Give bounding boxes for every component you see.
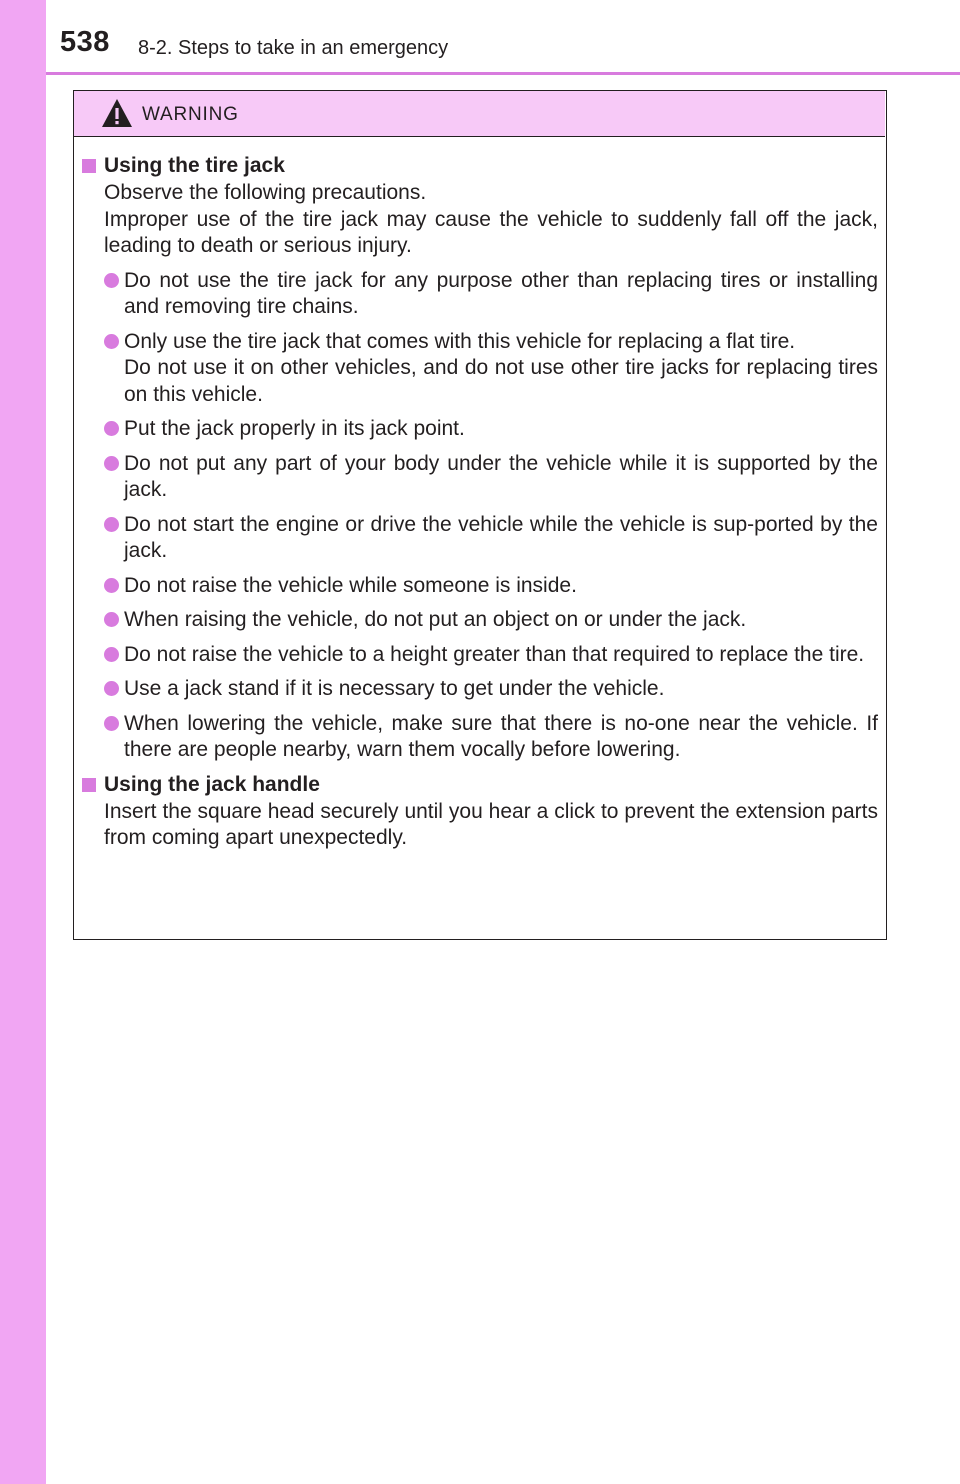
bullet-dot-icon bbox=[104, 578, 119, 593]
list-item: When lowering the vehicle, make sure that there is no-one near the vehicle. If there are people nearby, warn them vocally before lowering. bbox=[82, 711, 878, 764]
warning-triangle-icon bbox=[100, 97, 134, 129]
bullet-dot-icon bbox=[104, 421, 119, 436]
list-item: When raising the vehicle, do not put an object on or under the jack. bbox=[82, 607, 878, 634]
warning-content bbox=[82, 153, 878, 852]
list-item: Do not raise the vehicle to a height greater than that required to replace the tire. bbox=[82, 642, 878, 669]
list-item: Do not start the engine or drive the vehicle while the vehicle is sup-ported by the jack. bbox=[82, 512, 878, 565]
square-bullet-icon bbox=[82, 159, 96, 173]
section-heading: Using the jack handle bbox=[82, 772, 878, 799]
square-bullet-icon bbox=[82, 778, 96, 792]
side-strip bbox=[0, 0, 46, 1484]
warning-header bbox=[74, 91, 885, 137]
list-item: Only use the tire jack that comes with this vehicle for replacing a flat tire. Do not use it on other vehicles, and do not use other tire jacks for replacing tires on this vehicle. bbox=[82, 329, 878, 409]
section-title: 8-2. Steps to take in an emergency bbox=[138, 37, 449, 59]
bullet-dot-icon bbox=[104, 334, 119, 349]
list-item-extra: Do not use it on other vehicles, and do not use other tire jacks for replacing tires on this vehicle. bbox=[124, 356, 878, 406]
page-number: 538 bbox=[60, 26, 110, 58]
list-item: Do not use the tire jack for any purpose other than replacing tires or installing and removing tire chains. bbox=[82, 268, 878, 321]
bullet-dot-icon bbox=[104, 517, 119, 532]
bullet-dot-icon bbox=[104, 612, 119, 627]
bullet-dot-icon bbox=[104, 681, 119, 696]
section-intro: Improper use of the tire jack may cause the vehicle to suddenly fall off the jack, leading to death or serious injury. bbox=[104, 207, 878, 257]
warning-box bbox=[73, 90, 887, 940]
section-intro: Insert the square head securely until you hear a click to prevent the extension parts from coming apart unexpectedly. bbox=[104, 799, 878, 849]
list-item: Do not put any part of your body under the vehicle while it is supported by the jack. bbox=[82, 451, 878, 504]
bullet-dot-icon bbox=[104, 647, 119, 662]
section-heading: Using the tire jack bbox=[82, 153, 878, 180]
list-item: Put the jack properly in its jack point. bbox=[82, 416, 878, 443]
list-item: Do not raise the vehicle while someone is inside. bbox=[82, 573, 878, 600]
warning-title: WARNING bbox=[142, 104, 239, 125]
bullet-dot-icon bbox=[104, 273, 119, 288]
page-header bbox=[46, 0, 960, 76]
list-item: Use a jack stand if it is necessary to get under the vehicle. bbox=[82, 676, 878, 703]
bullet-dot-icon bbox=[104, 716, 119, 731]
bullet-dot-icon bbox=[104, 456, 119, 471]
header-rule bbox=[46, 72, 960, 75]
section-intro: Observe the following precautions. bbox=[104, 181, 427, 204]
